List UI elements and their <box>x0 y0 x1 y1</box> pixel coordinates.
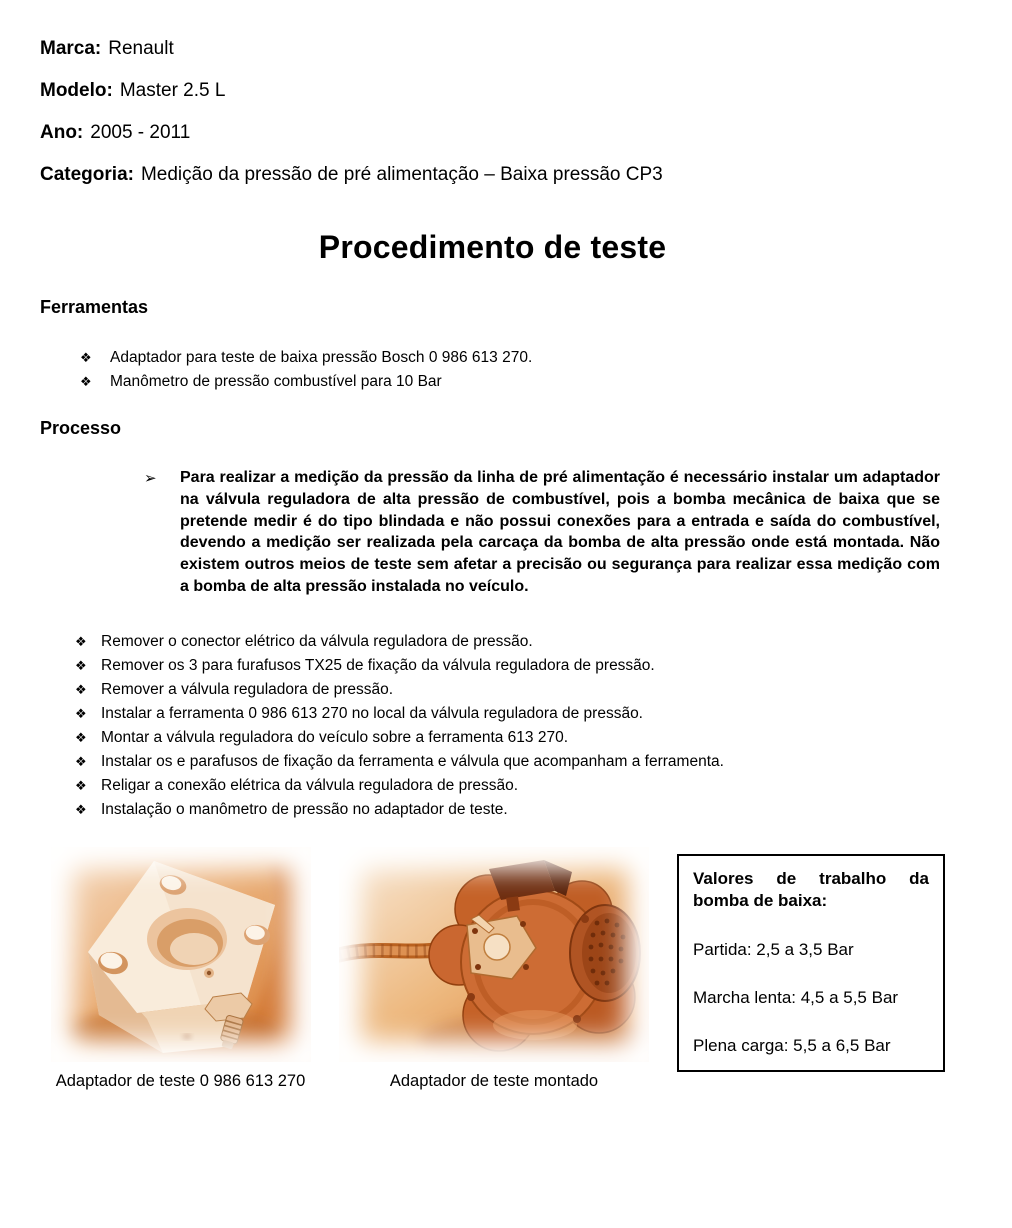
diamond-bullet-icon: ❖ <box>75 633 87 649</box>
meta-label: Ano: <box>40 122 84 143</box>
adapter-mounted-illustration <box>339 847 649 1062</box>
value-line-plena-carga: Plena carga: 5,5 a 6,5 Bar <box>693 1035 891 1055</box>
list-item-text: Instalar a ferramenta 0 986 613 270 no local da válvula reguladora de pressão. <box>101 704 643 722</box>
list-item <box>75 702 945 726</box>
list-item-text: Manômetro de pressão combustível para 10 Bar <box>110 373 442 390</box>
list-item <box>80 346 945 370</box>
meta-row-categoria <box>40 164 945 186</box>
meta-label: Modelo: <box>40 80 113 101</box>
list-item-text: Instalação o manômetro de pressão no adaptador de teste. <box>101 800 508 818</box>
meta-value: Master 2.5 L <box>119 80 226 101</box>
list-item-text: Remover o conector elétrico da válvula reguladora de pressão. <box>101 632 533 650</box>
meta-value: Renault <box>108 38 174 59</box>
arrow-bullet-icon: ➢ <box>144 470 157 487</box>
value-line-partida: Partida: 2,5 a 3,5 Bar <box>693 939 854 959</box>
list-item <box>80 370 945 394</box>
diamond-bullet-icon: ❖ <box>80 374 92 389</box>
list-item-text: Remover os 3 para furafusos TX25 de fixação da válvula reguladora de pressão. <box>101 656 655 674</box>
diamond-bullet-icon: ❖ <box>75 801 87 817</box>
process-steps-list <box>75 630 945 822</box>
figure-caption: Adaptador de teste 0 986 613 270 <box>55 1071 306 1090</box>
figure-caption: Adaptador de teste montado <box>389 1071 599 1090</box>
section-heading-processo: Processo <box>40 418 122 438</box>
diamond-bullet-icon: ❖ <box>75 777 87 793</box>
list-item <box>75 726 945 750</box>
list-item-text: Montar a válvula reguladora do veículo sobre a ferramenta 613 270. <box>101 728 569 746</box>
meta-value: 2005 - 2011 <box>90 122 191 143</box>
adapter-mounted-image <box>339 847 649 1062</box>
page-title: Procedimento de teste <box>318 229 667 265</box>
bottom-row <box>40 847 945 1091</box>
working-values-box <box>677 854 945 1072</box>
diamond-bullet-icon: ❖ <box>75 705 87 721</box>
list-item-text: Instalar os e parafusos de fixação da ferramenta e válvula que acompanham a ferramenta. <box>101 752 724 770</box>
list-item <box>75 630 945 654</box>
list-item <box>75 774 945 798</box>
list-item-text: Religar a conexão elétrica da válvula reguladora de pressão. <box>101 776 519 794</box>
list-item-text: Adaptador para teste de baixa pressão Bosch 0 986 613 270. <box>110 349 533 366</box>
process-note <box>144 467 940 598</box>
section-heading-ferramentas: Ferramentas <box>40 297 149 317</box>
meta-row-marca <box>40 38 945 60</box>
figure-test-adapter <box>40 847 321 1091</box>
diamond-bullet-icon: ❖ <box>80 350 92 365</box>
values-box-title: Valores de trabalho da bomba de baixa: <box>693 868 929 910</box>
process-note-text: Para realizar a medição da pressão da linha de pré alimentação é necessário instalar um adaptador na válvula reguladora de alta pressão de combustível, pois a bomba mecânica de baixa que se pretende medir é do tipo blindada e não possui conexões para a entrada e saída do combustível, devendo a medição ser realizada pela carcaça da bomba de alta pressão onde está montada. Não existem outros meios de teste sem afetar a precisão ou segurança para realizar essa medição com a bomba de alta pressão instalada no veículo. <box>180 469 940 595</box>
meta-row-ano <box>40 122 945 144</box>
list-item <box>75 750 945 774</box>
test-adapter-image <box>51 847 311 1062</box>
list-item <box>75 798 945 822</box>
tools-list <box>80 346 945 394</box>
figure-adapter-mounted <box>339 847 649 1091</box>
diamond-bullet-icon: ❖ <box>75 729 87 745</box>
value-line-marcha-lenta: Marcha lenta: 4,5 a 5,5 Bar <box>693 987 899 1007</box>
diamond-bullet-icon: ❖ <box>75 753 87 769</box>
list-item-text: Remover a válvula reguladora de pressão. <box>101 680 394 698</box>
meta-label: Categoria: <box>40 164 134 185</box>
meta-value: Medição da pressão de pré alimentação – Baixa pressão CP3 <box>140 164 663 185</box>
test-adapter-illustration <box>51 847 311 1062</box>
diamond-bullet-icon: ❖ <box>75 657 87 673</box>
list-item <box>75 678 945 702</box>
meta-row-modelo <box>40 80 945 102</box>
meta-label: Marca: <box>40 38 102 59</box>
diamond-bullet-icon: ❖ <box>75 681 87 697</box>
list-item <box>75 654 945 678</box>
meta-header <box>40 38 945 186</box>
